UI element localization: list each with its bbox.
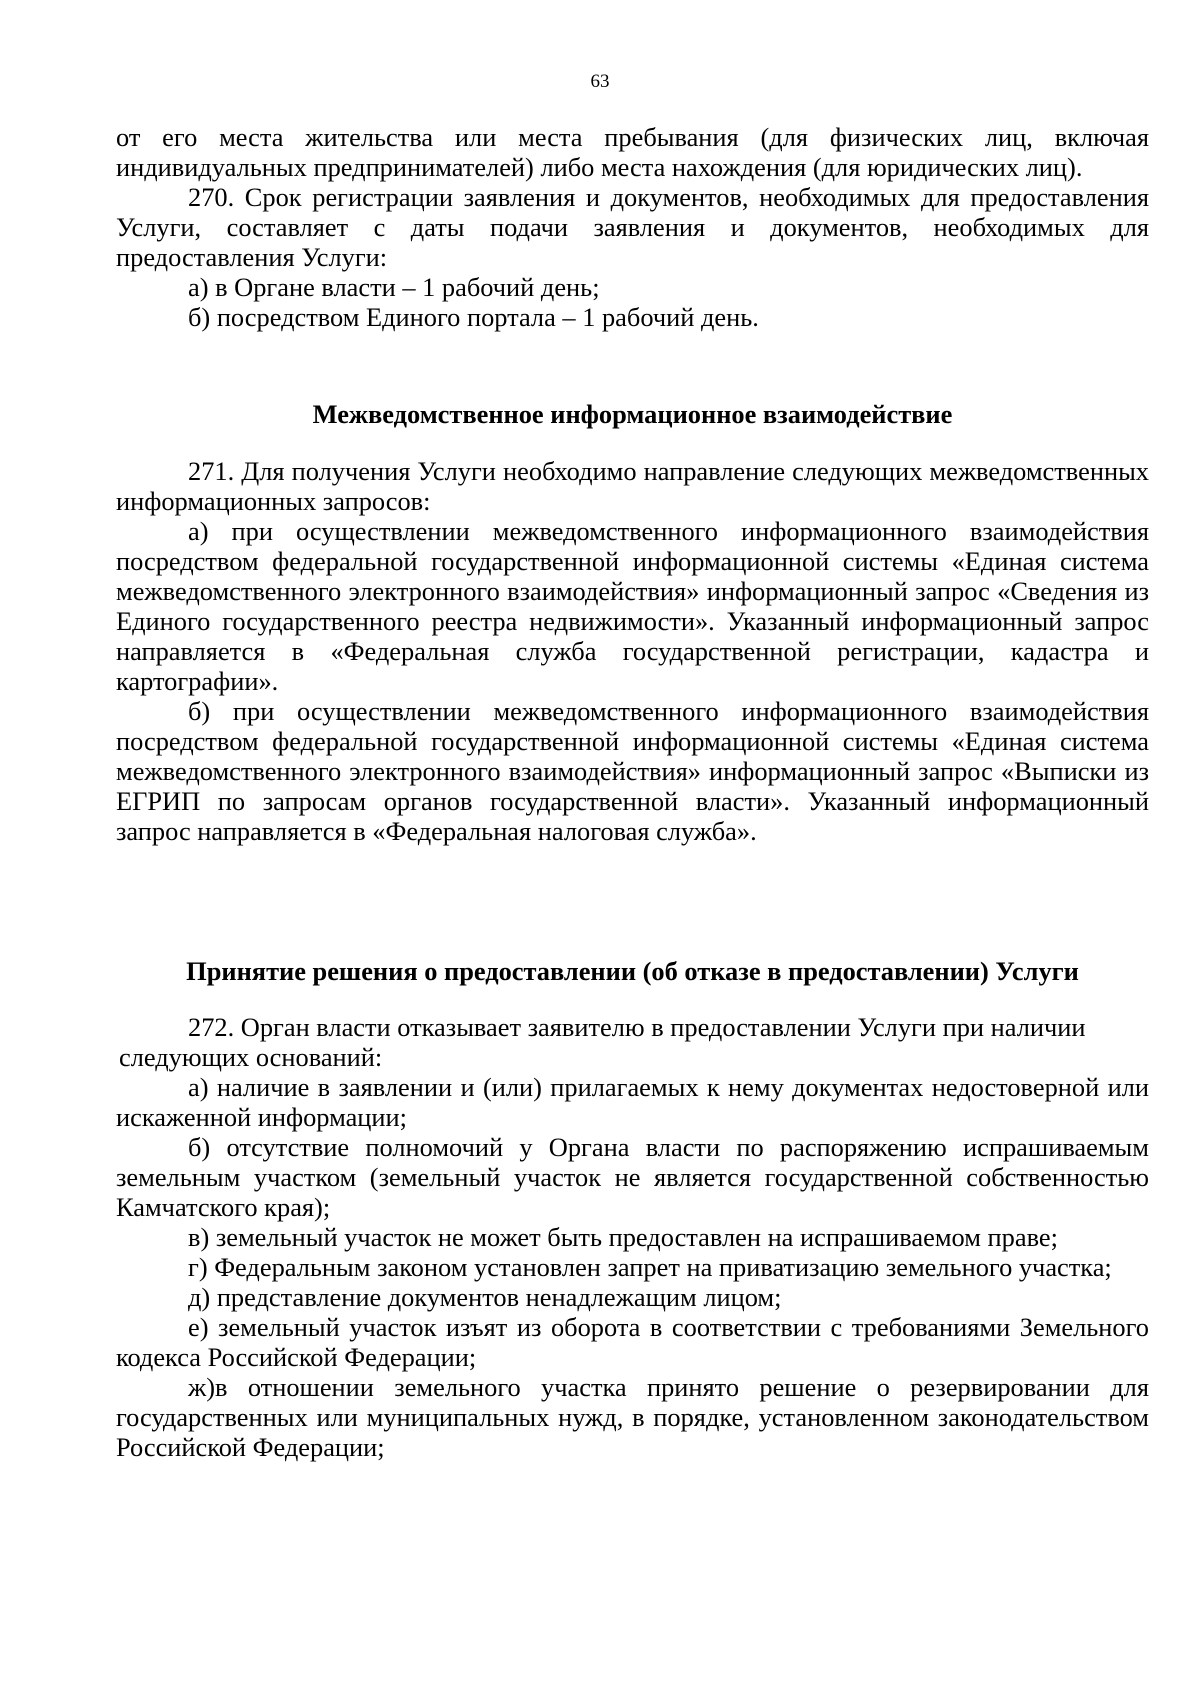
section-heading-wrapper — [116, 956, 1149, 986]
paragraph-270: 270. Срок регистрации заявления и документов, необходимых для предоставления Услуги, составляет с даты подачи заявления и документов, необходимых для предоставления Услуги: — [116, 182, 1149, 272]
list-item-272-b: б) отсутствие полномочий у Органа власти по распоряжению испрашиваемым земельным участком (земельный участок не является государственной собственностью Камчатского края); — [116, 1132, 1149, 1222]
paragraph-continuation: от его места жительства или места пребывания (для физических лиц, включая индивидуальных предпринимателей) либо места нахождения (для юридических лиц). — [116, 122, 1149, 182]
list-item-270-a: а) в Органе власти – 1 рабочий день; — [188, 272, 600, 302]
list-item-272-d: д) представление документов ненадлежащим лицом; — [188, 1282, 782, 1312]
list-item-272-zh: ж)в отношении земельного участка принято решение о резервировании для государственных или муниципальных нужд, в порядке, установленном законодательством Российской Федерации; — [116, 1372, 1149, 1462]
list-item-272-g: г) Федеральным законом установлен запрет на приватизацию земельного участка; — [188, 1252, 1112, 1282]
section-heading-decision: Принятие решения о предоставлении (об отказе в предоставлении) Услуги — [186, 956, 1079, 986]
page-number: 63 — [590, 71, 610, 92]
paragraph-272-continuation: следующих оснований: — [119, 1042, 383, 1072]
list-item-272-e: е) земельный участок изъят из оборота в соответствии с требованиями Земельного кодекса Российской Федерации; — [116, 1312, 1149, 1372]
list-item-271-b: б) при осуществлении межведомственного информационного взаимодействия посредством федеральной государственной информационной системы «Единая система межведомственного электронного взаимодействия» информационный запрос «Выписки из ЕГРИП по запросам органов государственной власти». Указанный информационный запрос направляется в «Федеральная налоговая служба». — [116, 696, 1149, 846]
text-block-registration — [116, 122, 1149, 332]
list-item-270-b: б) посредством Единого портала – 1 рабочий день. — [188, 302, 759, 332]
paragraph-272: 272. Орган власти отказывает заявителю в предоставлении Услуги при наличии — [188, 1012, 1086, 1042]
paragraph-271: 271. Для получения Услуги необходимо направление следующих межведомственных информационных запросов: — [116, 456, 1149, 516]
section-heading-interagency: Межведомственное информационное взаимодействие — [312, 399, 953, 429]
text-block-interagency — [116, 456, 1149, 846]
text-block-refusal-grounds — [116, 1012, 1149, 1462]
list-item-272-a: а) наличие в заявлении и (или) прилагаемых к нему документах недостоверной или искаженной информации; — [116, 1072, 1149, 1132]
list-item-271-a: а) при осуществлении межведомственного информационного взаимодействия посредством федеральной государственной информационной системы «Единая система межведомственного электронного взаимодействия» информационный запрос «Сведения из Единого государственного реестра недвижимости». Указанный информационный запрос направляется в «Федеральная служба государственной регистрации, кадастра и картографии». — [116, 516, 1149, 696]
section-heading-wrapper — [116, 399, 1149, 429]
list-item-272-v: в) земельный участок не может быть предоставлен на испрашиваемом праве; — [188, 1222, 1058, 1252]
